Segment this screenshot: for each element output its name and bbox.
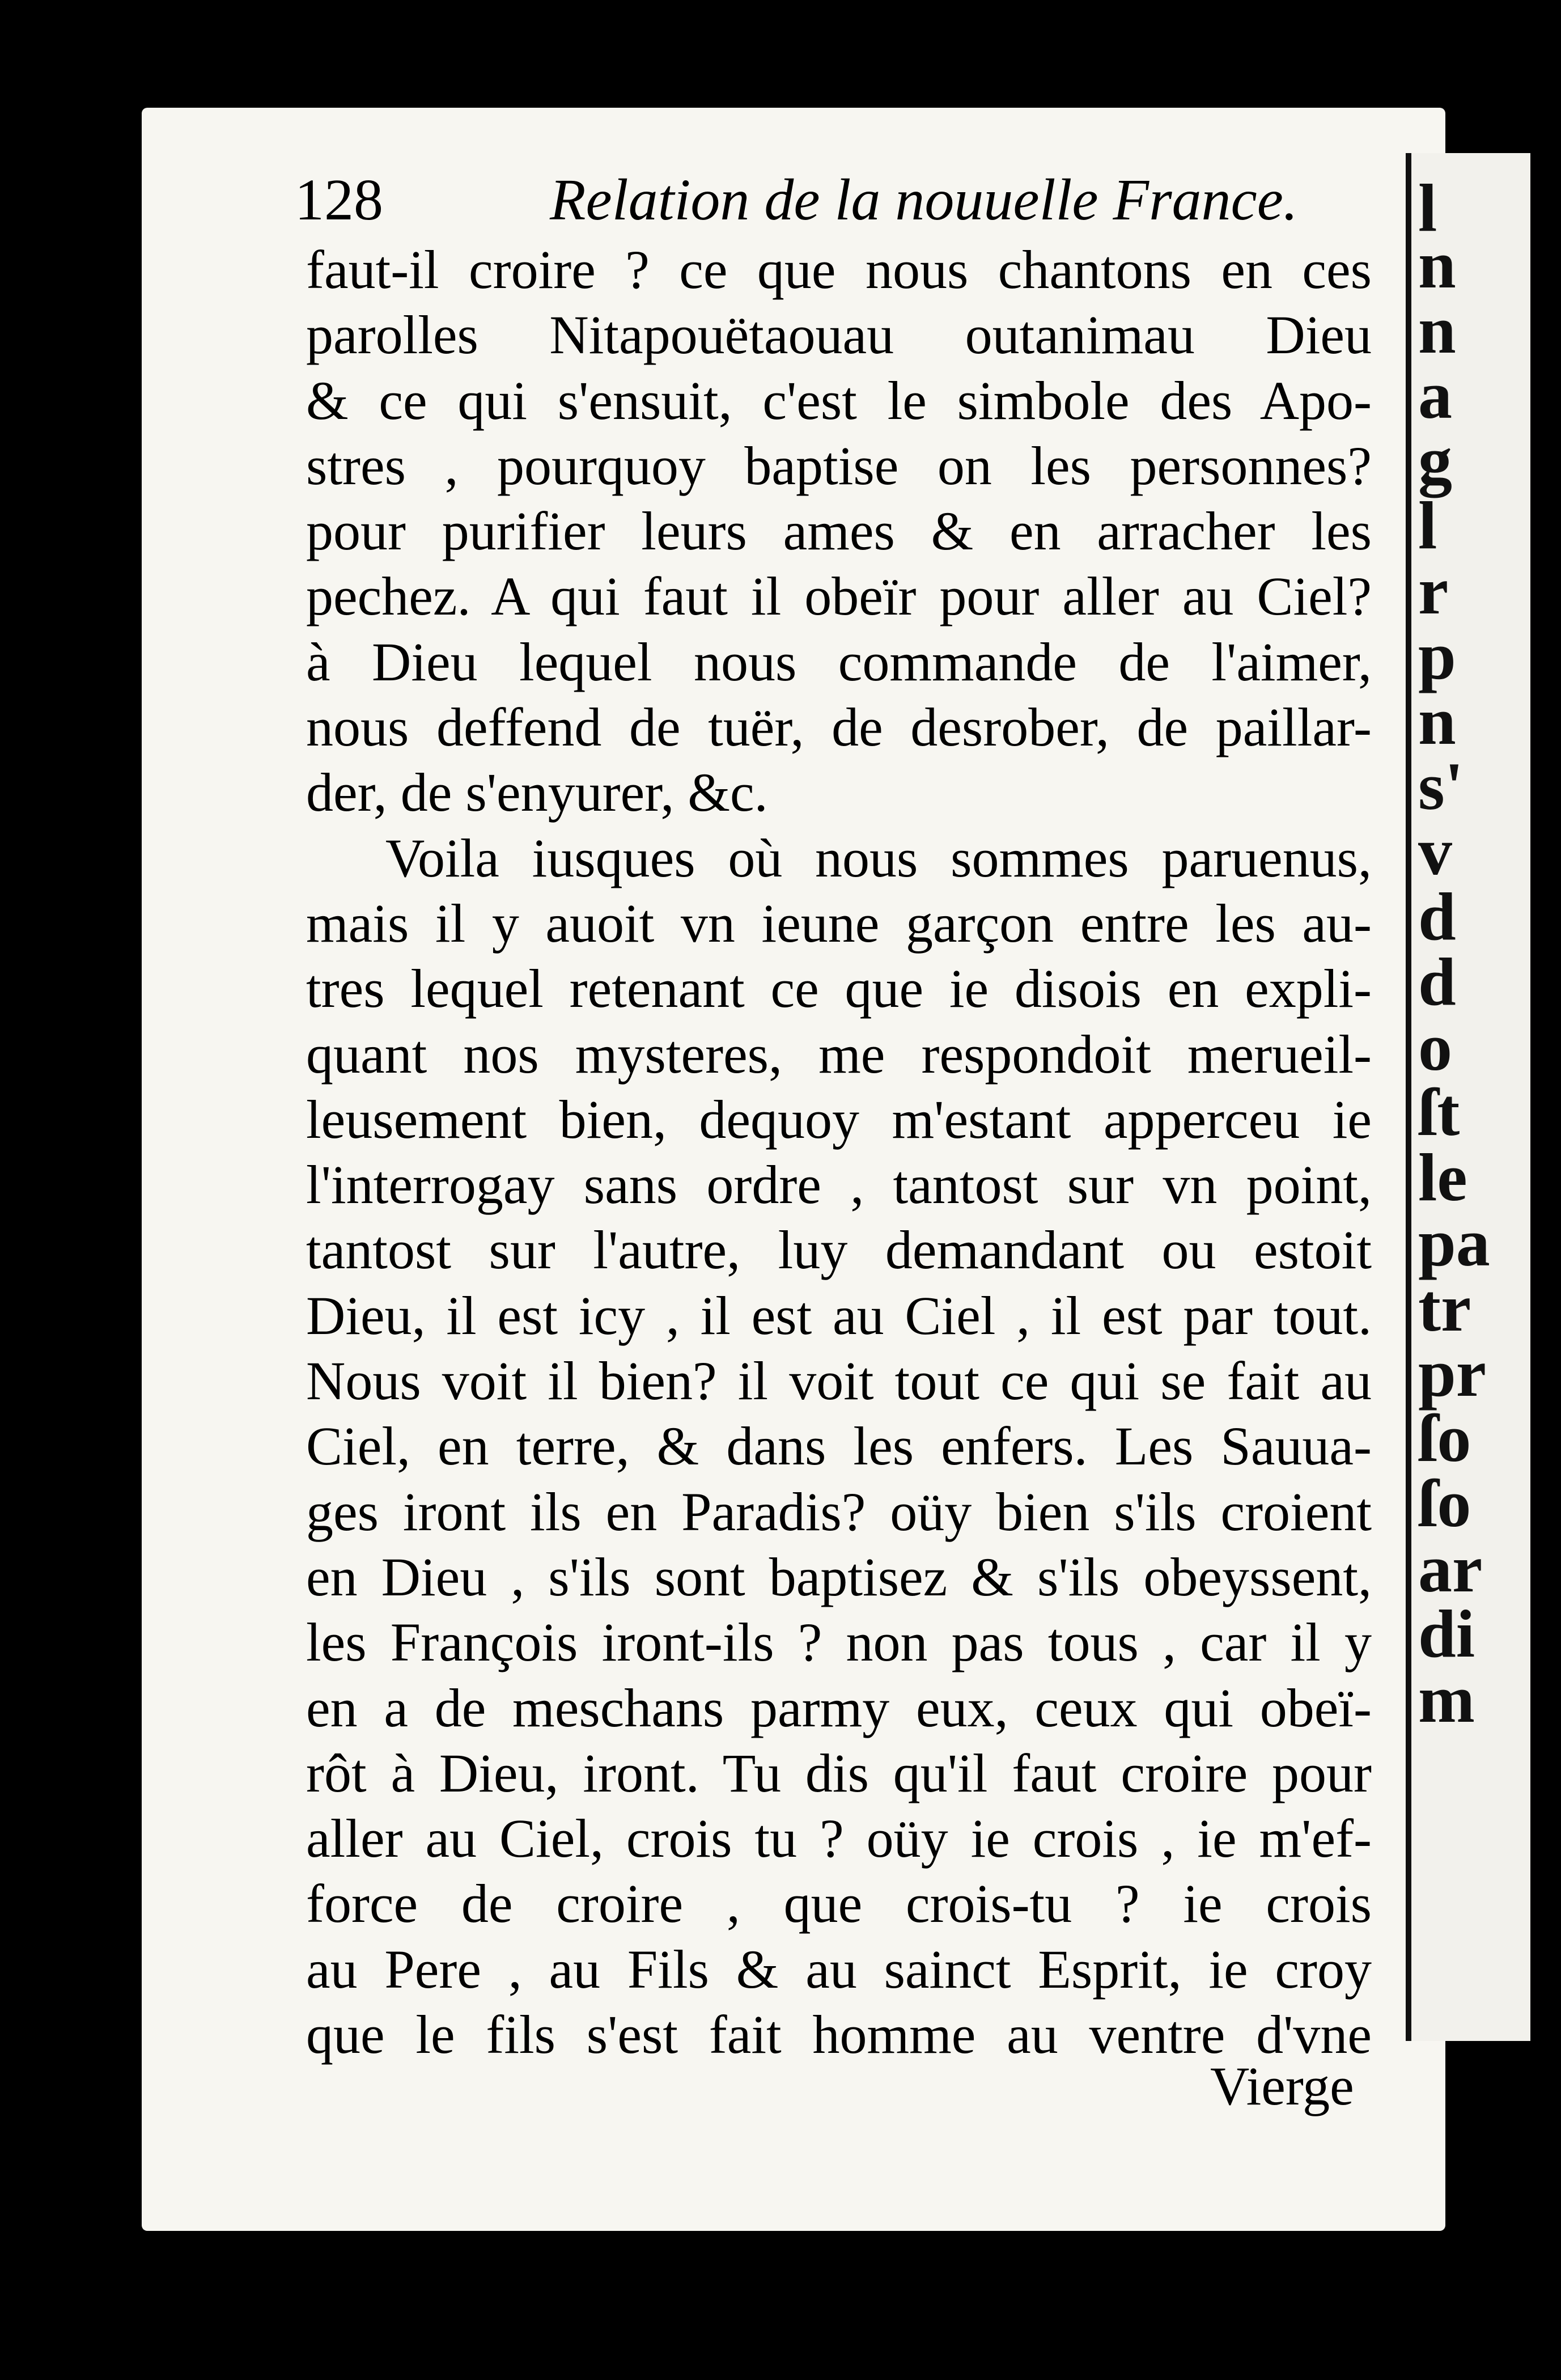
text-line: parolles Nitapouëtaouau outanimau Dieu bbox=[306, 304, 1372, 366]
paragraph-first-line: Voila iusques où nous sommes paruenus, bbox=[385, 827, 1372, 888]
adjacent-page-fragment: di bbox=[1418, 1596, 1475, 1671]
text-line: tantost sur l'autre, luy demandant ou estoit bbox=[306, 1219, 1372, 1281]
text-line: les François iront-ils ? non pas tous , car il y bbox=[306, 1612, 1372, 1673]
text-line: stres , pourquoy baptise on les personnes? bbox=[306, 435, 1372, 496]
adjacent-page-fragment: r bbox=[1418, 553, 1449, 628]
adjacent-page-fragment: n bbox=[1418, 227, 1456, 302]
text-line: l'interrogay sans ordre , tantost sur vn point, bbox=[306, 1154, 1372, 1216]
text-line: rôt à Dieu, iront. Tu dis qu'il faut croire pour bbox=[306, 1742, 1372, 1803]
body-text bbox=[306, 237, 1372, 2067]
text-line: en Dieu , s'ils sont baptisez & s'ils obeyssent, bbox=[306, 1546, 1372, 1607]
adjacent-page-fragment: l bbox=[1418, 488, 1437, 563]
text-line: Dieu, il est icy , il est au Ciel , il est par tout. bbox=[306, 1285, 1372, 1346]
text-line: tres lequel retenant ce que ie disois en expli- bbox=[306, 958, 1372, 1019]
text-line: quant nos mysteres, me respondoit merueil- bbox=[306, 1023, 1372, 1085]
adjacent-page-fragment: n bbox=[1418, 292, 1456, 367]
page-header bbox=[295, 158, 1298, 243]
adjacent-page-fragment: l bbox=[1418, 170, 1437, 245]
text-line: der, de s'enyurer, &c. bbox=[306, 762, 768, 823]
catchword: Vierge bbox=[1210, 2056, 1354, 2116]
adjacent-page-fragment: d bbox=[1418, 944, 1456, 1019]
text-line: que le fils s'est fait homme au ventre d'vne bbox=[306, 2004, 1372, 2065]
adjacent-page-fragment: s' bbox=[1418, 748, 1464, 824]
text-line: pour purifier leurs ames & en arracher les bbox=[306, 501, 1372, 562]
adjacent-page-fragment: ar bbox=[1418, 1531, 1483, 1606]
page-number: 128 bbox=[295, 167, 383, 232]
text-line: mais il y auoit vn ieune garçon entre les au- bbox=[306, 892, 1372, 954]
text-line: force de croire , que crois-tu ? ie crois bbox=[306, 1873, 1372, 1934]
adjacent-page-fragment: n bbox=[1418, 683, 1456, 759]
adjacent-page-fragment: p bbox=[1418, 618, 1456, 693]
adjacent-page-fragment: v bbox=[1418, 814, 1452, 889]
adjacent-page-fragment: ſt bbox=[1418, 1074, 1460, 1150]
adjacent-page-fragment: ſo bbox=[1418, 1400, 1471, 1476]
text-line: & ce qui s'ensuit, c'est le simbole des Apo- bbox=[306, 370, 1372, 431]
text-line: nous deffend de tuër, de desrober, de paillar- bbox=[306, 697, 1372, 758]
text-line: leusement bien, dequoy m'estant apperceu ie bbox=[306, 1089, 1372, 1150]
adjacent-page-fragment: m bbox=[1418, 1661, 1475, 1737]
text-line: en a de meschans parmy eux, ceux qui obeï- bbox=[306, 1677, 1372, 1738]
text-line: Nous voit il bien? il voit tout ce qui se fait au bbox=[306, 1350, 1372, 1412]
adjacent-page-fragment: o bbox=[1418, 1009, 1452, 1085]
adjacent-page-edge bbox=[1406, 153, 1530, 2041]
adjacent-page-fragment: pr bbox=[1418, 1335, 1486, 1411]
text-line: à Dieu lequel nous commande de l'aimer, bbox=[306, 631, 1372, 692]
text-line: faut-il croire ? ce que nous chantons en ces bbox=[306, 239, 1372, 300]
text-line: ges iront ils en Paradis? oüy bien s'ils croient bbox=[306, 1481, 1372, 1542]
adjacent-page-fragment: g bbox=[1418, 422, 1452, 498]
text-line: pechez. A qui faut il obeïr pour aller au Ciel? bbox=[306, 566, 1372, 627]
text-line: Ciel, en terre, & dans les enfers. Les Sauua- bbox=[306, 1416, 1372, 1477]
text-line: au Pere , au Fils & au sainct Esprit, ie croy bbox=[306, 1938, 1372, 2000]
adjacent-page-fragment: a bbox=[1418, 357, 1452, 433]
adjacent-page-fragment: le bbox=[1418, 1140, 1467, 1215]
adjacent-page-fragment: ſo bbox=[1418, 1466, 1471, 1541]
adjacent-page-fragment: pa bbox=[1418, 1205, 1490, 1280]
adjacent-page-fragment: d bbox=[1418, 879, 1456, 954]
adjacent-page-fragment: tr bbox=[1418, 1270, 1471, 1345]
text-line: aller au Ciel, crois tu ? oüy ie crois , ie m'ef- bbox=[306, 1808, 1372, 1869]
running-head: Relation de la nouuelle France. bbox=[550, 167, 1298, 232]
